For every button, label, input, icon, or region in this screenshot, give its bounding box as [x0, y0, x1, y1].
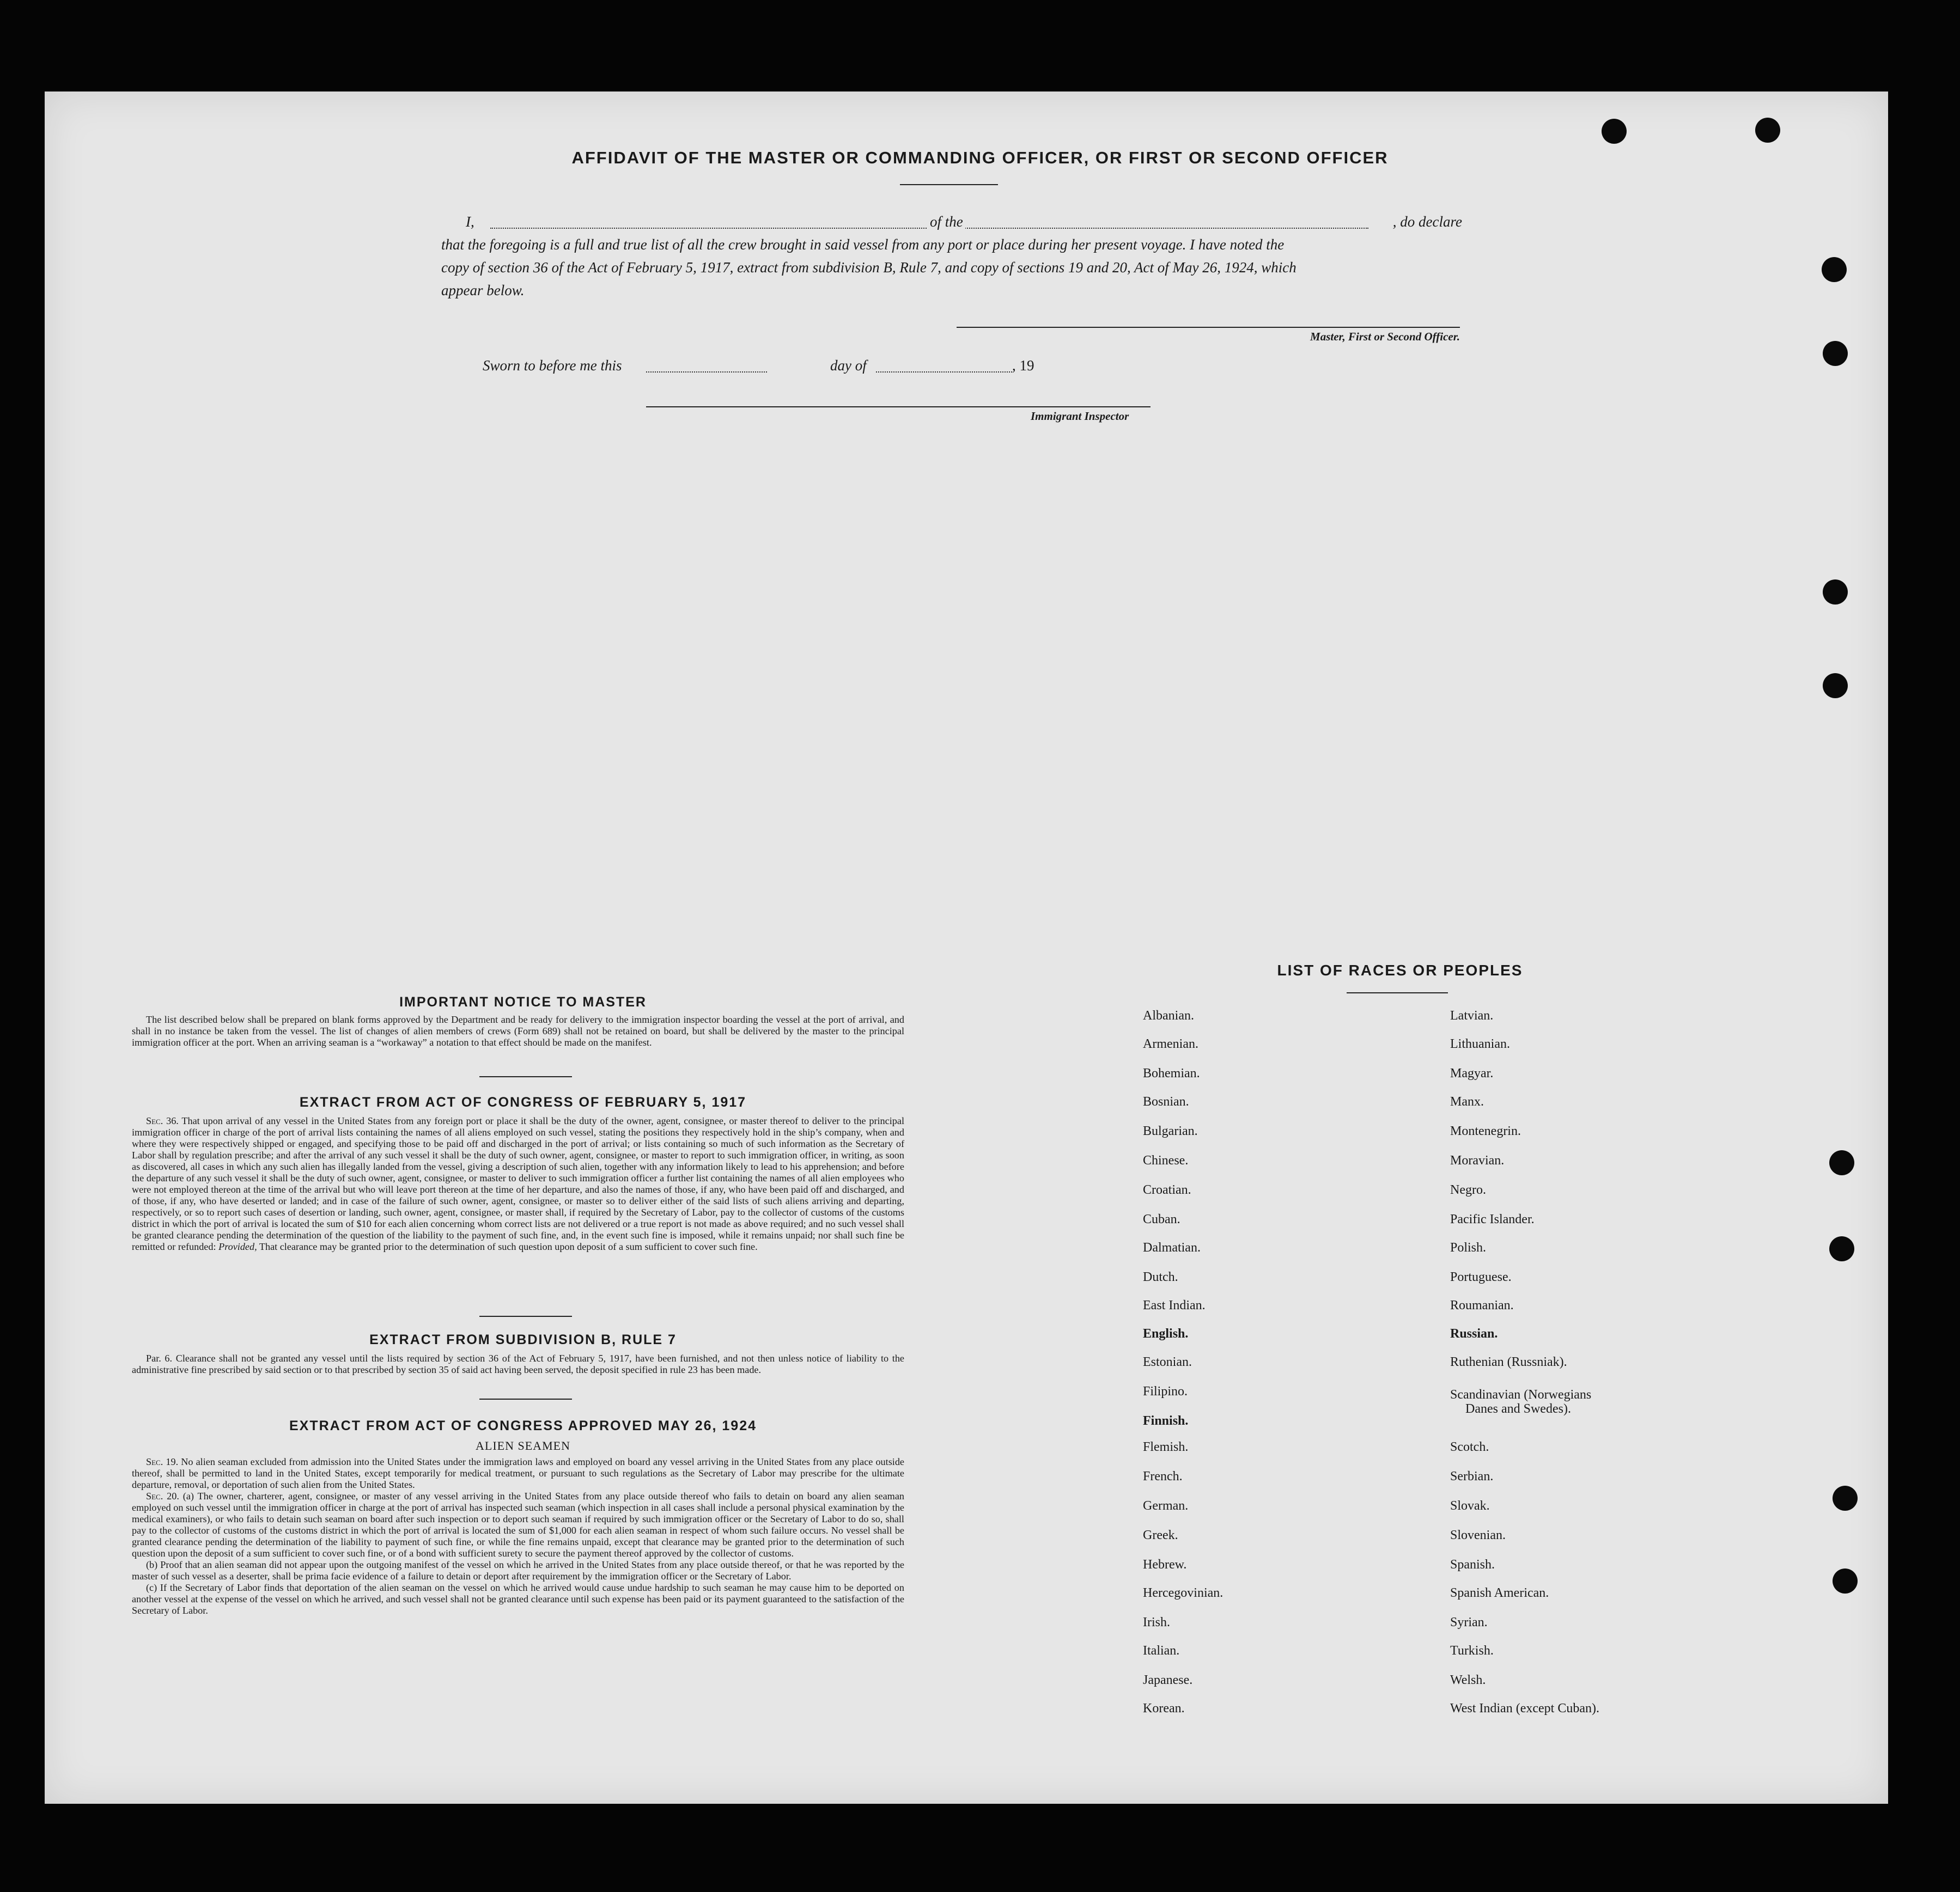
extract-1917-body — [132, 1115, 904, 1253]
extract-rule7-rule — [479, 1399, 572, 1400]
race-item: Spanish American. — [1450, 1586, 1549, 1600]
race-item: Scandinavian (Norwegians — [1450, 1388, 1592, 1402]
race-item: Welsh. — [1450, 1673, 1486, 1687]
declaration-line-2: that the foregoing is a full and true list of all the crew brought in said vessel from any port or place during her present voyage. I have noted the — [441, 236, 1285, 253]
punch-hole — [1755, 118, 1780, 143]
race-item: German. — [1143, 1499, 1189, 1513]
punch-hole — [1829, 1236, 1854, 1261]
race-item: Bulgarian. — [1143, 1124, 1198, 1138]
race-item: Manx. — [1450, 1095, 1484, 1109]
race-item: Turkish. — [1450, 1644, 1494, 1658]
inspector-caption: Immigrant Inspector — [1031, 410, 1129, 423]
race-item: Pacific Islander. — [1450, 1212, 1535, 1226]
race-item-continuation: Danes and Swedes). — [1465, 1402, 1571, 1416]
provided-label: Provided, — [218, 1241, 257, 1252]
rule7-text: Par. 6. Clearance shall not be granted any vessel until the lists required by section 36 of the Act of February 5, 1917, have been furnished, and not then unless notice of liability to the administrative fine prescribed by said section or to that prescribed by section 35 of said act having been served, the deposit specified in rule 23 has been made. — [132, 1353, 904, 1375]
punch-hole — [1833, 1568, 1858, 1594]
race-item: Cuban. — [1143, 1212, 1180, 1226]
punch-hole — [1822, 257, 1847, 282]
declaration-line-3: copy of section 36 of the Act of February 5, 1917, extract from subdivision B, Rule 7, and copy of sections 19 and 20, Act of May 26, 1924, which — [441, 259, 1296, 276]
i-label: I, — [466, 213, 474, 230]
declare-label: , do declare — [1391, 210, 1462, 233]
sec-20a-text — [132, 1491, 904, 1559]
race-item: English. — [1143, 1327, 1189, 1341]
alien-seamen-subtitle: ALIEN SEAMEN — [476, 1439, 570, 1452]
race-item: Polish. — [1450, 1241, 1487, 1255]
sec-20-label: Sec. 20. — [146, 1491, 179, 1502]
sec-19-text — [132, 1456, 904, 1491]
affidavit-declaration — [441, 210, 1462, 302]
race-item: East Indian. — [1143, 1298, 1206, 1313]
races-title: LIST OF RACES OR PEOPLES — [1277, 962, 1523, 979]
race-item: Chinese. — [1143, 1153, 1189, 1168]
race-item: Hebrew. — [1143, 1558, 1187, 1572]
sec-36-text — [132, 1115, 904, 1253]
punch-hole — [1823, 579, 1848, 605]
race-item: Italian. — [1143, 1644, 1180, 1658]
race-item: Filipino. — [1143, 1384, 1188, 1399]
notice-text: The list described below shall be prepared on blank forms approved by the Department and be ready for delivery to the immigration inspector boarding the vessel at the port of arrival, and shall in no instance be taken from the vessel. The list of changes of alien members of crews (Form 689) shall not be retained on board, but shall be delivered by the master to the principal immigration officer at the port. When an arriving seaman is a “workaway” a notation to that effect should be made on the manifest. — [132, 1014, 904, 1048]
declaration-line-4: appear below. — [441, 282, 525, 298]
master-caption: Master, First or Second Officer. — [1310, 330, 1460, 343]
race-item: Scotch. — [1450, 1440, 1489, 1454]
race-item: Ruthenian (Russniak). — [1450, 1355, 1567, 1369]
declaration-line-1 — [441, 210, 1462, 233]
notice-body — [132, 1014, 904, 1048]
notice-title: IMPORTANT NOTICE TO MASTER — [399, 994, 647, 1010]
punch-hole — [1823, 341, 1848, 366]
race-item: Slovenian. — [1450, 1528, 1506, 1542]
race-item: Armenian. — [1143, 1037, 1198, 1051]
sec-36-label: Sec. 36. — [146, 1115, 179, 1126]
punch-hole — [1823, 673, 1848, 698]
race-item: Serbian. — [1450, 1469, 1494, 1484]
race-item: Moravian. — [1450, 1153, 1505, 1168]
race-item: Dalmatian. — [1143, 1241, 1201, 1255]
race-item: Spanish. — [1450, 1558, 1495, 1572]
race-item: Negro. — [1450, 1183, 1486, 1197]
race-item: Irish. — [1143, 1615, 1170, 1629]
extract-1924-title: EXTRACT FROM ACT OF CONGRESS APPROVED MAY 26, 1924 — [289, 1418, 757, 1433]
race-item: Hercegovinian. — [1143, 1586, 1224, 1600]
sec-36-end: That clearance may be granted prior to the determination of such question upon deposit of a sum sufficient to cover such fine. — [259, 1241, 758, 1252]
extract-1917-rule — [479, 1316, 572, 1317]
race-item: Slovak. — [1450, 1499, 1490, 1513]
race-item: West Indian (except Cuban). — [1450, 1701, 1599, 1716]
race-item: Syrian. — [1450, 1615, 1488, 1629]
race-item: Magyar. — [1450, 1066, 1494, 1081]
race-item: Latvian. — [1450, 1009, 1494, 1023]
race-item: Lithuanian. — [1450, 1037, 1510, 1051]
race-item: Korean. — [1143, 1701, 1185, 1716]
sec-20c-text: (c) If the Secretary of Labor finds that deportation of the alien seaman on the vessel on which he arrived would cause undue hardship to such seaman he may cause him to be deported on another vessel at the expense of the vessel on which he arrived, and such vessel shall not be granted clearance until such expense has been paid or its payment guaranteed to the satisfaction of the Secretary of Labor. — [132, 1582, 904, 1616]
sworn-label: Sworn to before me this — [483, 357, 622, 374]
sec-20a-body: (a) The owner, charterer, agent, consignee, or master of any vessel arriving in the United States from any place outside thereof who fails to detain on board any alien seaman employed on such vessel until the immigration officer in charge at the port of arrival has inspected such seaman (which inspection in all cases shall include a personal physical examination by the medical examiners), or who fails to detain such seaman on board after such inspection or to deport such seaman if required by such immigration officer or the Secretary of Labor to do so, shall pay to the collector of customs of the customs district in which the port of arrival is located the sum of $1,000 for each alien seaman in respect of whom such failure occurs. No vessel shall be granted clearance pending the determination of the liability to payment of such fine, or while the fine remains unpaid, except that clearance may be granted prior to the determination of such question upon the deposit of a sum sufficient to cover such fine, or of a bond with sufficient surety to secure the payment thereof approved by the collector of customs. — [132, 1491, 904, 1559]
sworn-line — [483, 354, 1136, 377]
inspector-signature-line[interactable] — [646, 406, 1151, 407]
race-item: Bohemian. — [1143, 1066, 1200, 1081]
extract-1924-body — [132, 1456, 904, 1616]
race-item: Japanese. — [1143, 1673, 1193, 1687]
sec-19-label: Sec. 19. — [146, 1456, 179, 1467]
extract-rule7-title: EXTRACT FROM SUBDIVISION B, RULE 7 — [369, 1332, 677, 1347]
sec-19-body: No alien seaman excluded from admission into the United States under the immigration laws and employed on board any vessel arriving in the United States from any place outside thereof, shall be permitted to land in the United States, except temporarily for medical treatment, or pursuant to such regulations as the Secretary of Labor may prescribe for the ultimate departure, removal, or deportation of such alien from the United States. — [132, 1456, 905, 1490]
sec-20b-text: (b) Proof that an alien seaman did not appear upon the outgoing manifest of the vessel on which he arrived in the United States from any place outside thereof, or that he was reported by the master of such vessel as a deserter, shall be prima facie evidence of a failure to detain or deport after requirement by the immigration officer or the Secretary of Labor. — [132, 1559, 904, 1582]
race-item: Bosnian. — [1143, 1095, 1189, 1109]
race-item: Estonian. — [1143, 1355, 1192, 1369]
race-item: Roumanian. — [1450, 1298, 1514, 1313]
race-item: Flemish. — [1143, 1440, 1189, 1454]
notice-rule — [479, 1076, 572, 1077]
race-item: Russian. — [1450, 1327, 1498, 1341]
sec-36-body: That upon arrival of any vessel in the United States from any foreign port or place it shall be the duty of the owner, agent, consignee, or master thereof to deliver to the principal immigration officer in charge of the port of arrival lists containing the names of all aliens employed on such vessel, stating the positions they respectively hold in the ship’s company, when and where they were respectively shipped or engaged, and specifying those to be paid off and discharged in the port of arrival; or lists containing so much of such information as the Secretary of Labor shall by regulation prescribe; and after the arrival of any such vessel it shall be the duty of such owner, agent, consignee, or master to report to such immigration officer, in writing, as soon as discovered, all cases in which any such alien has illegally landed from the vessel, giving a description of such alien, together with any information likely to lead to his apprehension; and before the departure of any such vessel it shall be the duty of such owner, agent, consignee, or master to deliver to such immigration officer a further list containing the names of all alien employees who were not employed thereon at the time of the arrival but who will leave port thereon at the time of her departure, and also the names of those, if any, who have been paid off and discharged, and of those, if any, who have deserted or landed; and in case of the failure of such owner, agent, consignee, or master so to deliver either of the said lists of such aliens arriving and departing, respectively, or so to report such cases of desertion or landing, such owner, agent, consignee, or master shall, if required by the Secretary of Labor, pay to the collector of customs of the customs district in which the port of arrival is located the sum of $10 for each alien concerning whom correct lists are not delivered or a true report is not made as above required; and no such vessel shall be granted clearance pending the determination of the question of the liability to the payment of such fine, and, in the event such fine is imposed, while it remains unpaid; nor shall such fine be remitted or refunded: — [132, 1115, 904, 1252]
race-item: Dutch. — [1143, 1270, 1178, 1284]
title-rule — [900, 184, 998, 185]
race-item: Greek. — [1143, 1528, 1178, 1542]
race-item: Portuguese. — [1450, 1270, 1512, 1284]
master-signature-line[interactable] — [957, 327, 1460, 328]
sworn-month-field[interactable] — [876, 359, 1012, 373]
punch-hole — [1602, 119, 1627, 144]
race-item: Croatian. — [1143, 1183, 1191, 1197]
race-item: Finnish. — [1143, 1414, 1189, 1428]
affidavit-title: AFFIDAVIT OF THE MASTER OR COMMANDING OFFICER, OR FIRST OR SECOND OFFICER — [571, 148, 1389, 167]
of-the-label: of the — [928, 210, 965, 233]
race-item: Montenegrin. — [1450, 1124, 1521, 1138]
year-label: , 19 — [1012, 357, 1034, 374]
sworn-day-field[interactable] — [646, 359, 767, 373]
race-item: Albanian. — [1143, 1009, 1194, 1023]
extract-1917-title: EXTRACT FROM ACT OF CONGRESS OF FEBRUARY 5, 1917 — [299, 1095, 747, 1110]
punch-hole — [1829, 1150, 1854, 1175]
extract-rule7-body — [132, 1353, 904, 1376]
day-of-label: day of — [830, 357, 867, 374]
race-item: French. — [1143, 1469, 1183, 1484]
races-rule — [1347, 992, 1448, 993]
punch-hole — [1833, 1486, 1858, 1511]
